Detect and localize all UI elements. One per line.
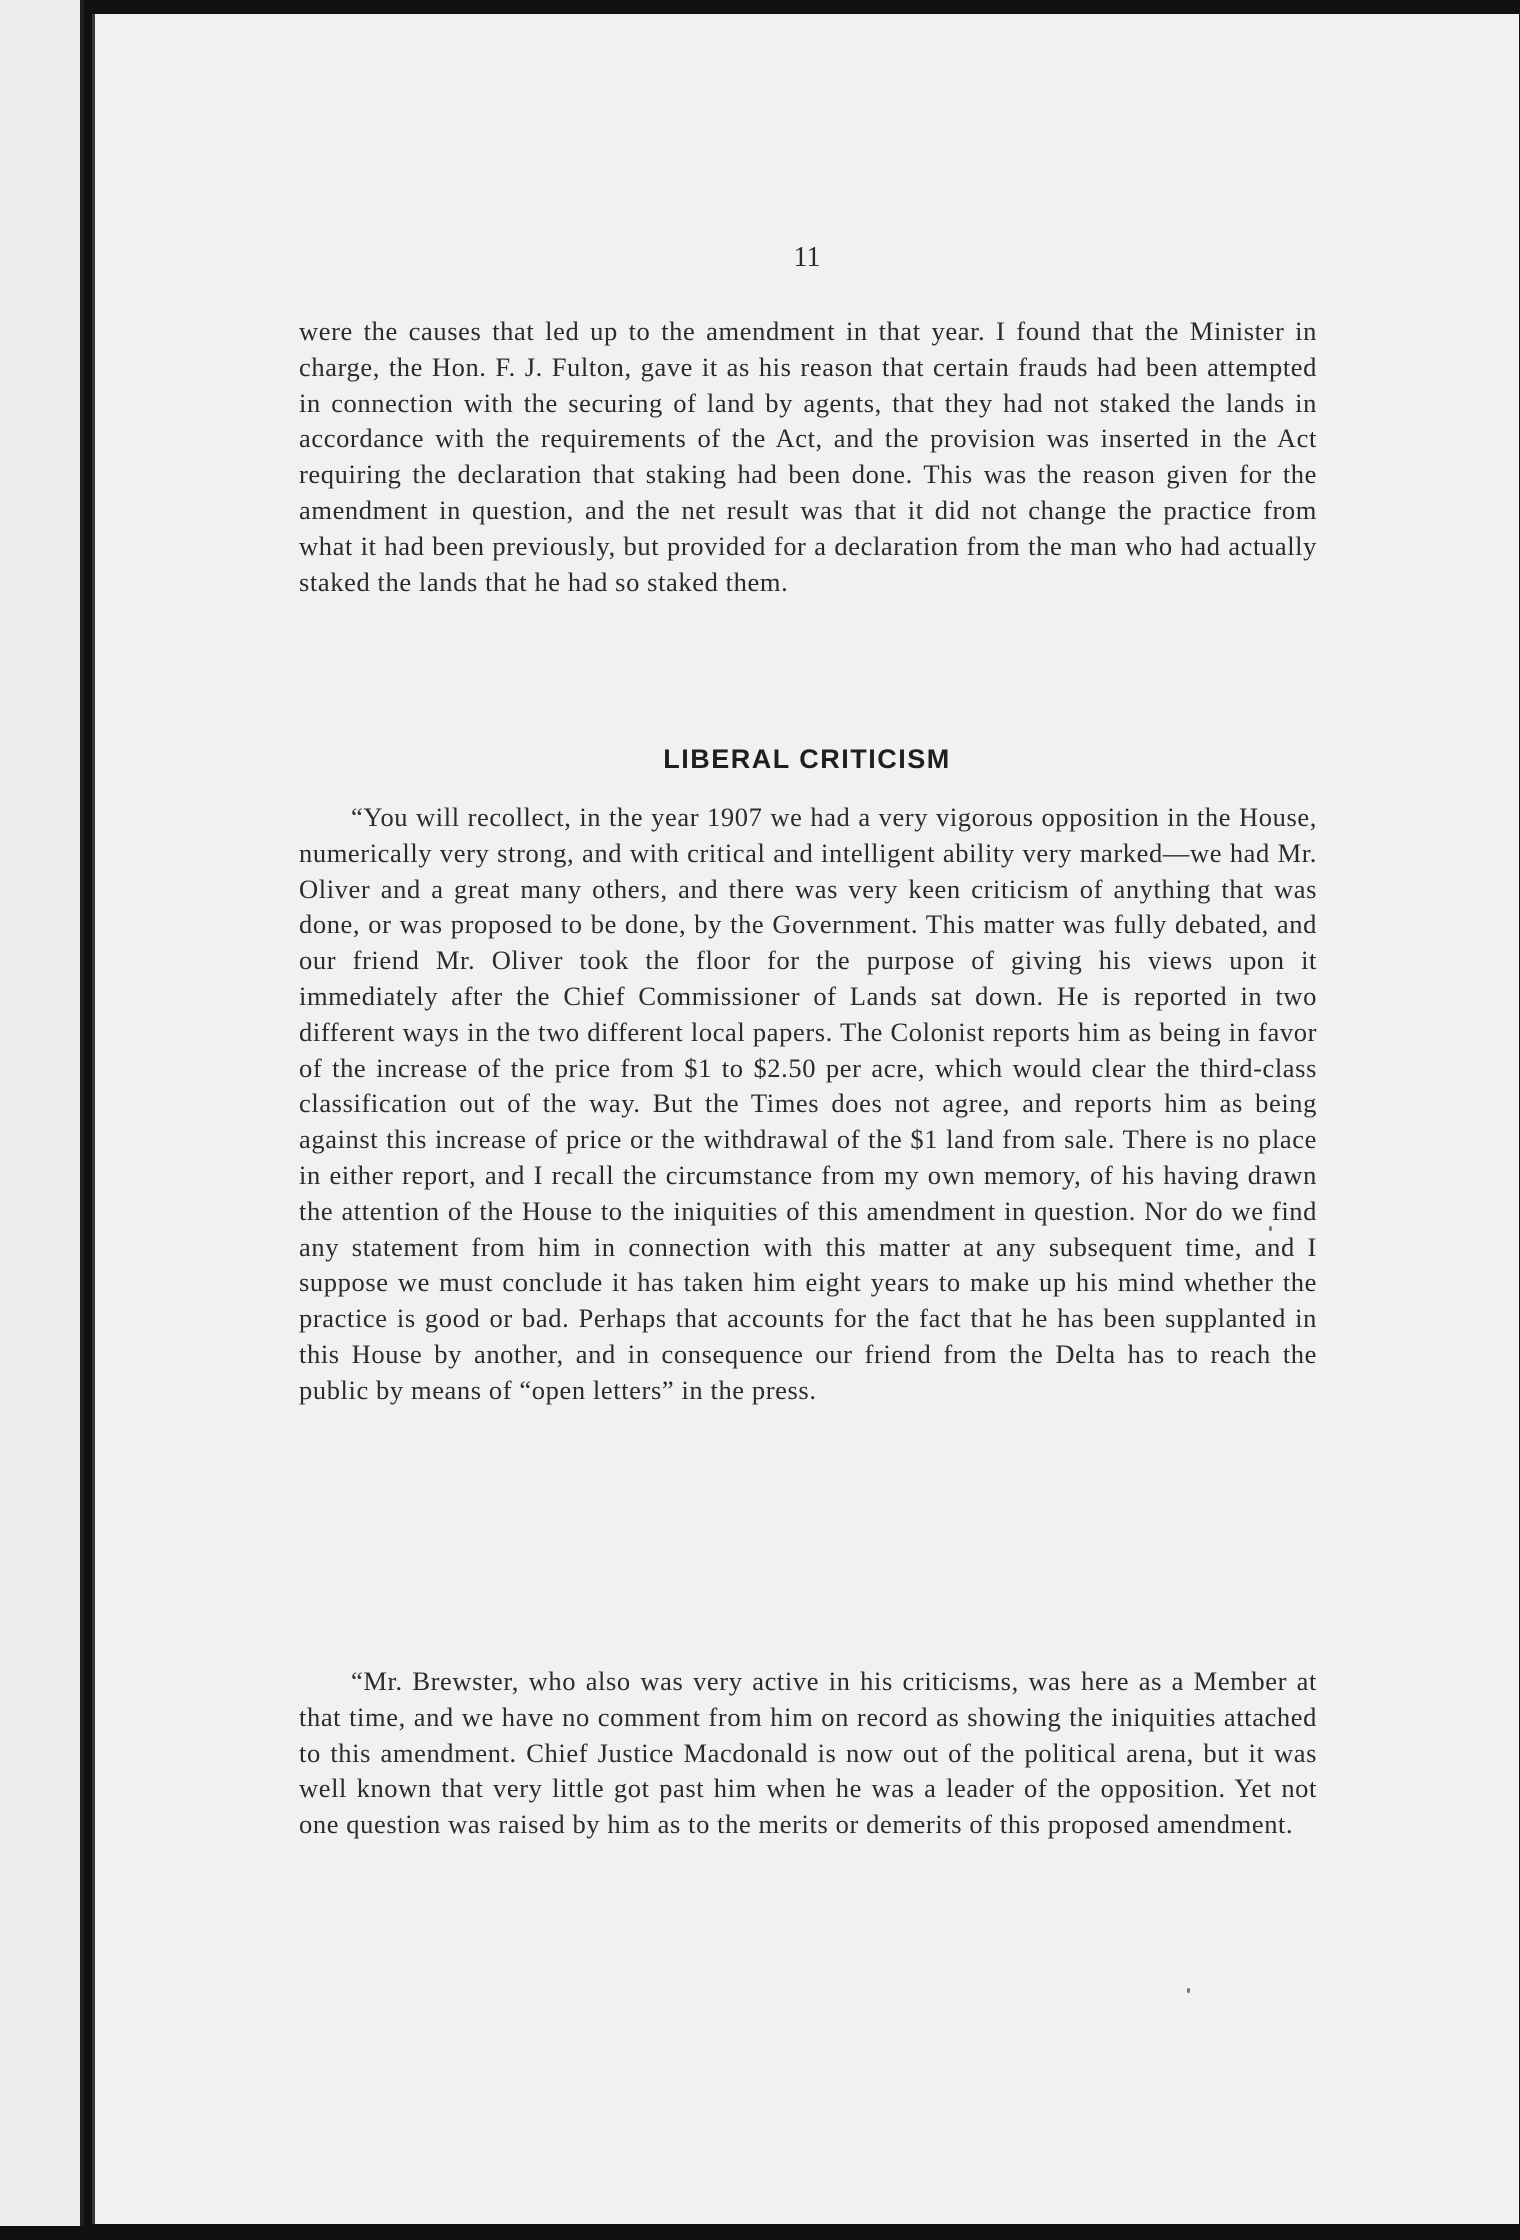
page-number: 11 xyxy=(793,242,821,273)
paragraph-quote-brewster xyxy=(299,1664,1317,1843)
paper-speck xyxy=(1269,1226,1272,1231)
paper-speck xyxy=(1187,1988,1190,1993)
paragraph-text: were the causes that led up to the amendment in that year. I found that the Minister in charge, the Hon. F. J. Fulton, gave it as his reason that certain frauds had been attempted in connection with the securing of land by agents, that they had not staked the lands in accordance with the requirements of the Act, and the provision was inserted in the Act requiring the declaration that staking had been done. This was the reason given for the amendment in question, and the net result was that it did not change the practice from what it had been previously, but provided for a declaration from the man who had actually staked the lands that he had so staked them. xyxy=(299,316,1317,597)
book-page xyxy=(92,14,1519,2224)
scan-bottom-edge xyxy=(0,2226,1520,2240)
paragraph-quote-oliver xyxy=(299,800,1317,1409)
facing-page-edge xyxy=(0,0,84,2240)
paragraph-text: “You will recollect, in the year 1907 we had a very vigorous opposition in the House, numerically very strong, and with critical and intelligent ability very marked—we had Mr. Oliver and a great many others, and there was very keen criticism of anything that was done, or was proposed to be done, by the Government. This matter was fully debated, and our friend Mr. Oliver took the floor for the purpose of giving his views upon it immediately after the Chief Commissioner of Lands sat down. He is reported in two different ways in the two different local papers. The Colonist reports him as being in favor of the increase of the price from $1 to $2.50 per acre, which would clear the third-class classification out of the way. But the Times does not agree, and reports him as being against this increase of price or the withdrawal of the $1 land from sale. There is no place in either report, and I recall the circumstance from my own memory, of his having drawn the attention of the House to the iniquities of this amendment in question. Nor do we find any statement from him in connection with this matter at any subsequent time, and I suppose we must conclude it has taken him eight years to make up his mind whether the practice is good or bad. Perhaps that accounts for the fact that he has been supplanted in this House by another, and in consequence our friend from the Delta has to reach the public by means of “open letters” in the press. xyxy=(299,802,1317,1405)
scan-top-edge xyxy=(84,0,1520,14)
paragraph-continuation xyxy=(299,314,1317,600)
paragraph-text: “Mr. Brewster, who also was very active in his criticisms, was here as a Member at that time, and we have no comment from him on record as showing the iniquities attached to this amendment. Chief Justice Macdonald is now out of the political arena, but it was well known that very little got past him when he was a leader of the opposition. Yet not one question was raised by him as to the merits or demerits of this proposed amendment. xyxy=(299,1666,1317,1840)
section-heading: LIBERAL CRITICISM xyxy=(663,744,951,774)
